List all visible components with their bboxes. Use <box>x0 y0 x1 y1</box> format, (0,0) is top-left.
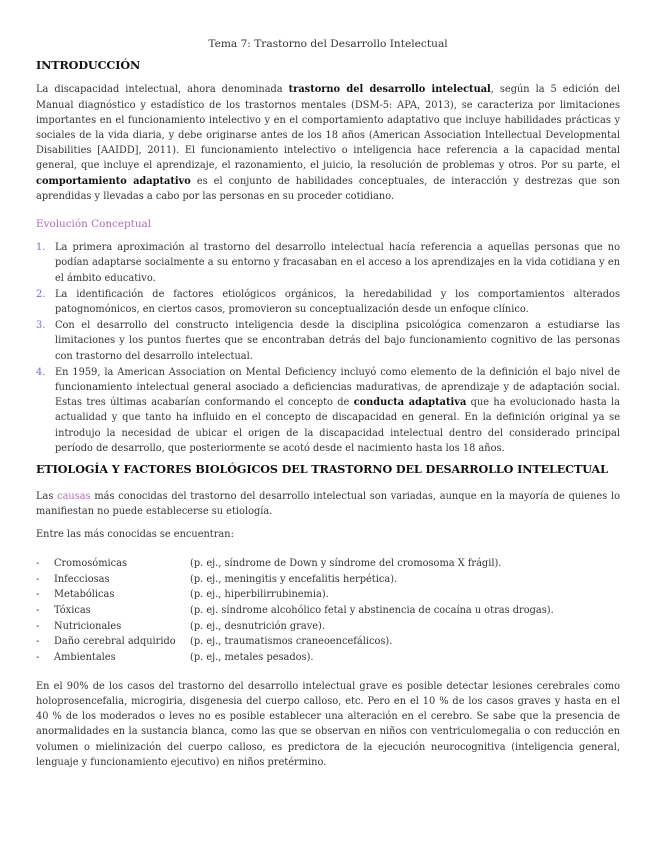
list-item <box>36 603 620 619</box>
causes-list <box>36 556 620 666</box>
evolution-heading: Evolución Conceptual <box>36 218 152 231</box>
list-item-text: La identificación de factores etiológicos orgánicos, la heredabilidad y los comportamientos alterados patognomónicos, en ciertos casos, promovieron su conceptualización desde un enfoque clínico. <box>55 288 620 316</box>
intro-text-3: es el conjunto de habilidades conceptuales, de interacción y destrezas que son aprendidas y llevadas a cabo por las personas en su proceder cotidiano. <box>36 175 620 202</box>
closing-paragraph: En el 90% de los casos del trastorno del desarrollo intelectual grave es posible detectar lesiones cerebrales como holoprosencefalia, microgiria, disgenesia del cuerpo calloso, etc. Pero en el 10 % de los casos graves y hasta en el 40 % de los moderados o leves no es posible establecer una alteración en el cerebro. Se sabe que la presencia de anormalidades en la sustancia blanca, como las que se observan en niños con ventriculomegalia o con reducción en volumen o mielinización del cuerpo calloso, es predictora de la ejecución neurocognitiva (inteligencia general, lenguaje y funcionamiento ejecutivo) en niños pretérmino. <box>36 680 620 768</box>
list-item <box>36 556 620 572</box>
list-item <box>36 634 620 650</box>
cause-example: (p. ej., metales pesados). <box>190 652 314 664</box>
intro-text-1: La discapacidad intelectual, ahora denominada <box>36 84 289 96</box>
cause-example: (p. ej., meningitis y encefalitis herpética). <box>190 573 398 585</box>
causes-intro: Entre las más conocidas se encuentran: <box>36 528 234 540</box>
list-number: 1. <box>36 242 46 254</box>
cause-name: Tóxicas <box>54 604 91 616</box>
etiology-text-2: más conocidas del trastorno del desarrollo intelectual son variadas, aunque en la mayoría de quienes lo manifiestan no puede establecerse su etiología. <box>36 491 620 518</box>
intro-bold-term-1: trastorno del desarrollo intelectual <box>288 84 491 96</box>
cause-example: (p. ej., traumatismos craneoencefálicos). <box>190 636 393 648</box>
list-item <box>36 240 620 286</box>
intro-paragraph <box>36 82 620 204</box>
bullet-dash: - <box>36 604 40 616</box>
list-item-text: La primera aproximación al trastorno del desarrollo intelectual hacía referencia a aquellas personas que no podían adaptarse socialmente a su entorno y fracasaban en el acceso a los aprendizajes en la vida cotidiana y en el ámbito educativo. <box>55 242 620 284</box>
cause-name: Nutricionales <box>54 620 122 632</box>
list-item <box>36 318 620 364</box>
list-item <box>36 587 620 603</box>
intro-text-2: , según la 5 edición del Manual diagnóstico y estadístico de los trastornos mentales (DSM-5: APA, 2013), se caracteriza por limitaciones importantes en el funcionamiento intelectivo y en el comportamiento adaptativo que incluye habilidades prácticas y sociales de la vida diaria, y debe originarse antes de los 18 años (American Association Intellectual Developmental Disabilities [AAIDD], 2011). El funcionamiento intelectivo o inteligencia hace referencia a la capacidad mental general, que incluye el aprendizaje, el razonamiento, el juicio, la resolución de problemas y otros. Por su parte, el <box>36 84 620 172</box>
cause-name: Ambientales <box>54 652 116 664</box>
etiology-text-1: Las <box>36 491 58 503</box>
evolution-list <box>36 240 620 456</box>
bullet-dash: - <box>36 557 40 569</box>
intro-heading: INTRODUCCIÓN <box>36 58 141 73</box>
bullet-dash: - <box>36 620 40 632</box>
cause-name: Infecciosas <box>54 573 110 585</box>
list-item <box>36 650 620 666</box>
bullet-dash: - <box>36 589 40 601</box>
cause-example: (p. ej., hiperbilirrubinemia). <box>190 589 329 601</box>
cause-example: (p. ej., síndrome de Down y síndrome del cromosoma X frágil). <box>190 557 502 569</box>
causes-link[interactable]: causas <box>57 491 91 503</box>
bullet-dash: - <box>36 573 40 585</box>
list-item-bold-term: conducta adaptativa <box>353 397 467 409</box>
list-number: 3. <box>36 320 46 332</box>
list-item-text-1: En 1959, la American Association on Mental Deficiency incluyó como elemento de la definición el bajo nivel de funcionamiento intelectual general asociado a deficiencias madurativas, de aprendizaje y de adaptación social. Estas tres últimas acabarían conformando el concepto de <box>55 366 620 409</box>
etiology-heading: ETIOLOGÍA Y FACTORES BIOLÓGICOS DEL TRASTORNO DEL DESARROLLO INTELECTUAL <box>36 462 608 477</box>
list-item-text-2: que ha evolucionado hasta la actualidad y que tanto ha influido en el concepto de discapacidad en general. En la definición original ya se introdujo la necesidad de ubicar el origen de la discapacidad intelectual dentro del considerado principal período de desarrollo, que posteriormente se acotó desde el nacimiento hasta los 18 años. <box>55 397 621 454</box>
cause-name: Metabólicas <box>54 589 115 601</box>
list-number: 4. <box>36 366 46 378</box>
list-number: 2. <box>36 288 46 300</box>
list-item-text: Con el desarrollo del constructo inteligencia desde la disciplina psicológica comenzaron a estudiarse las limitaciones y los puntos fuertes que se encontraban detrás del bajo funcionamiento cognitivo de las personas con trastorno del desarrollo intelectual. <box>55 320 620 362</box>
cause-name: Daño cerebral adquirido <box>54 636 176 648</box>
etiology-paragraph <box>36 489 620 519</box>
list-item <box>36 619 620 635</box>
cause-name: Cromosómicas <box>54 557 127 569</box>
intro-bold-term-2: comportamiento adaptativo <box>36 175 191 187</box>
list-item <box>36 365 620 456</box>
list-item <box>36 572 620 588</box>
list-item <box>36 287 620 317</box>
bullet-dash: - <box>36 652 40 664</box>
bullet-dash: - <box>36 636 40 648</box>
cause-example: (p. ej. síndrome alcohólico fetal y abstinencia de cocaína u otras drogas). <box>190 604 554 616</box>
cause-example: (p. ej., desnutrición grave). <box>190 620 325 632</box>
document-title: Tema 7: Trastorno del Desarrollo Intelectual <box>208 38 448 50</box>
